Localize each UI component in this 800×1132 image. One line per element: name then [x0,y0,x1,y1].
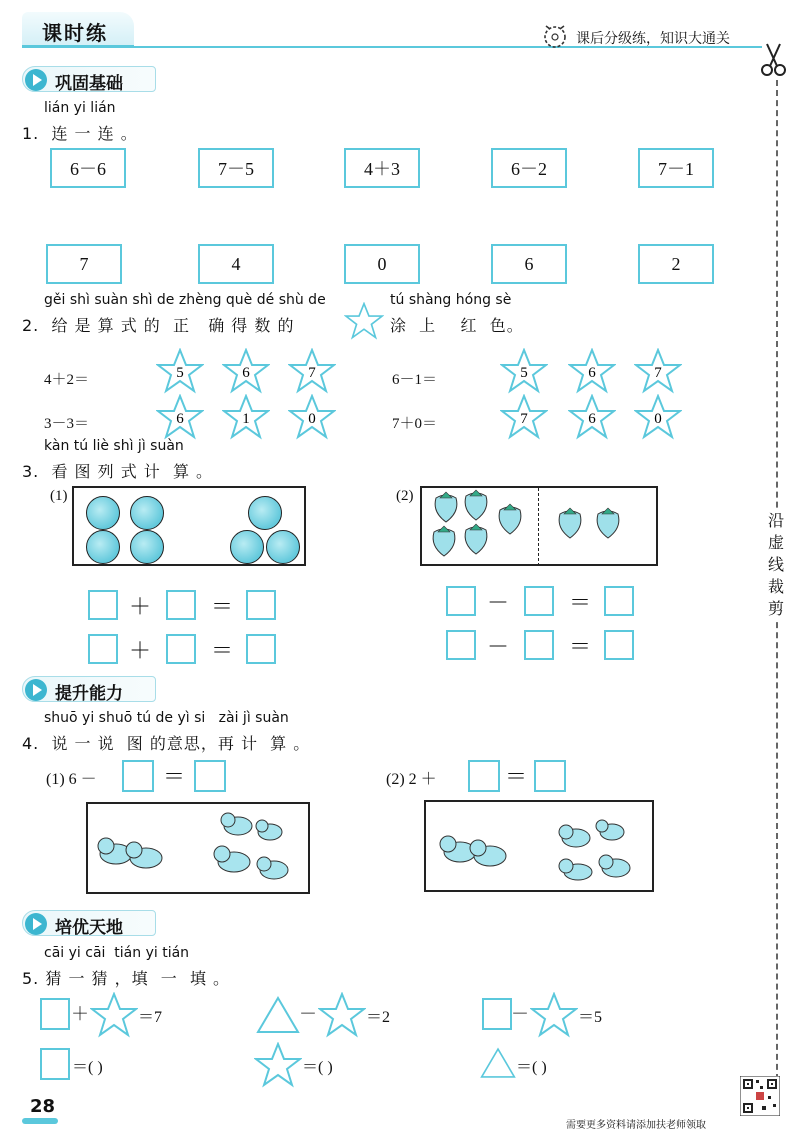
section-excellent-label: 培优天地 [55,918,123,938]
q1-top-box-2[interactable]: 7－5 [198,148,274,188]
play-icon [25,913,47,935]
q3-pinyin: kàn tú liè shì jì suàn [44,438,184,454]
strawberry-icon [422,488,658,566]
circle-counter [86,530,120,564]
q4-text: 4. 说 一 说 图 的意思，再 计 算 。 [22,734,311,753]
star-shape[interactable] [530,992,578,1038]
star-shape[interactable] [90,992,138,1038]
answer-box[interactable] [166,590,196,620]
q5-eq1: ＝7 [138,1009,163,1026]
equals-sign: ＝ [568,635,591,660]
answer-star[interactable] [222,348,270,394]
answer-star[interactable] [288,394,336,440]
q4-picture-cats-1 [86,802,310,894]
page-title: 课时练 [42,21,108,45]
minus-sign: － [511,1004,529,1025]
answer-box[interactable] [122,760,154,792]
star-shape[interactable] [254,1042,302,1088]
answer-box[interactable] [166,634,196,664]
answer-box[interactable] [604,586,634,616]
section-advance [22,676,156,702]
answer-box[interactable] [88,634,118,664]
alarm-clock-icon [540,22,570,50]
star-value: 7 [308,365,316,381]
q1-bottom-box-4[interactable]: 6 [491,244,567,284]
answer-box[interactable] [534,760,566,792]
q5-answer-star[interactable]: ＝( ) [302,1059,333,1076]
answer-star[interactable] [222,394,270,440]
q1-bottom-box-2[interactable]: 4 [198,244,274,284]
answer-star[interactable] [568,348,616,394]
q3-label-2: (2) [396,488,414,504]
page-number: 28 [30,1096,56,1117]
equals-sign: ＝ [568,591,591,616]
minus-sign: － [486,635,509,660]
answer-star[interactable] [500,348,548,394]
answer-box[interactable] [88,590,118,620]
q2-expr-3: 3－3＝ [44,416,90,432]
play-icon [25,69,47,91]
answer-box[interactable] [524,586,554,616]
q1-bottom-box-5[interactable]: 2 [638,244,714,284]
triangle-shape[interactable] [480,1046,516,1080]
q3-text: 3. 看 图 列 式 计 算 。 [22,462,214,481]
q2-text-2: 涂 上 红 色。 [390,316,524,335]
q1-pinyin: lián yi lián [44,100,116,116]
answer-star[interactable] [634,348,682,394]
answer-box[interactable] [446,586,476,616]
answer-box[interactable] [468,760,500,792]
q1-bottom-box-1[interactable]: 7 [46,244,122,284]
q5-eq3: ＝5 [578,1009,603,1026]
qr-code-icon [740,1076,780,1116]
q4-part1-prefix: (1) 6 － [46,771,97,788]
plus-sign: ＋ [71,1004,89,1025]
star-shape[interactable] [318,992,366,1038]
circle-counter [130,496,164,530]
circle-counter [266,530,300,564]
plus-sign: ＋ [128,595,151,620]
star-value: 6 [176,411,184,427]
answer-box[interactable] [194,760,226,792]
equals-sign: ＝ [162,765,185,790]
q2-pinyin-2: tú shàng hóng sè [390,292,512,308]
circle-counter [86,496,120,530]
section-advance-label: 提升能力 [55,684,123,704]
circle-counter [130,530,164,564]
answer-star[interactable] [568,394,616,440]
q4-part2-prefix: (2) 2 ＋ [386,771,437,788]
star-value: 7 [520,411,528,427]
star-value: 6 [242,365,250,381]
q5-pinyin: cāi yi cāi tián yi tián [44,945,190,961]
answer-star[interactable] [634,394,682,440]
square-shape[interactable] [40,998,70,1030]
q1-top-box-5[interactable]: 7－1 [638,148,714,188]
equals-sign: ＝ [210,639,233,664]
footer-note: 需要更多资料请添加扶老师领取 [566,1120,706,1131]
q5-eq2: ＝2 [366,1009,391,1026]
answer-star[interactable] [500,394,548,440]
q1-top-box-3[interactable]: 4＋3 [344,148,420,188]
q2-text-1: 2. 给 是 算 式 的 正 确 得 数 的 [22,316,295,335]
answer-star[interactable] [288,348,336,394]
star-value: 6 [588,365,596,381]
q1-bottom-box-3[interactable]: 0 [344,244,420,284]
q1-top-box-1[interactable]: 6－6 [50,148,126,188]
plus-sign: ＋ [128,639,151,664]
answer-box[interactable] [246,634,276,664]
star-value: 1 [242,411,250,427]
equals-sign: ＝ [504,765,527,790]
q2-expr-2: 6－1＝ [392,372,438,388]
q4-pinyin: shuō yi shuō tú de yì si zài jì suàn [44,710,289,726]
scissors-icon [760,40,788,80]
star-value: 0 [654,411,662,427]
answer-box[interactable] [246,590,276,620]
section-basic [22,66,156,92]
q1-top-box-4[interactable]: 6－2 [491,148,567,188]
q3-label-1: (1) [50,488,68,504]
section-basic-label: 巩固基础 [55,74,123,94]
answer-star[interactable] [156,348,204,394]
q5-answer-triangle[interactable]: ＝( ) [516,1059,547,1076]
square-shape[interactable] [40,1048,70,1080]
q4-picture-cats-2 [424,800,654,892]
minus-sign: － [486,591,509,616]
cat-icon [88,804,308,892]
q3-picture-circles [72,486,306,566]
circle-counter [230,530,264,564]
q2-expr-1: 4＋2＝ [44,372,90,388]
answer-box[interactable] [446,630,476,660]
q5-text: 5. 猜 一 猜 ，填 一 填 。 [22,969,231,988]
answer-box[interactable] [524,630,554,660]
star-value: 5 [520,365,528,381]
circle-counter [248,496,282,530]
equals-sign: ＝ [210,595,233,620]
cat-icon [426,802,652,890]
answer-box[interactable] [604,630,634,660]
play-icon [25,679,47,701]
star-value: 0 [308,411,316,427]
minus-sign: － [299,1004,317,1025]
answer-star[interactable] [156,394,204,440]
star-icon [344,302,384,340]
page-number-bar [22,1118,58,1124]
star-value: 6 [588,411,596,427]
triangle-shape[interactable] [256,996,300,1034]
section-excellent [22,910,156,936]
q3-picture-strawberries [420,486,658,566]
cut-instruction: 沿虚线裁剪 [764,510,788,620]
q2-expr-4: 7＋0＝ [392,416,438,432]
q1-text: 1. 连 一 连 。 [22,124,138,143]
q2-pinyin-1: gěi shì suàn shì de zhèng què dé shù de [44,292,326,308]
q5-answer-square[interactable]: ＝( ) [72,1059,103,1076]
star-value: 5 [176,365,184,381]
header-slogan: 课后分级练，知识大通关 [576,31,730,47]
star-value: 7 [654,365,662,381]
